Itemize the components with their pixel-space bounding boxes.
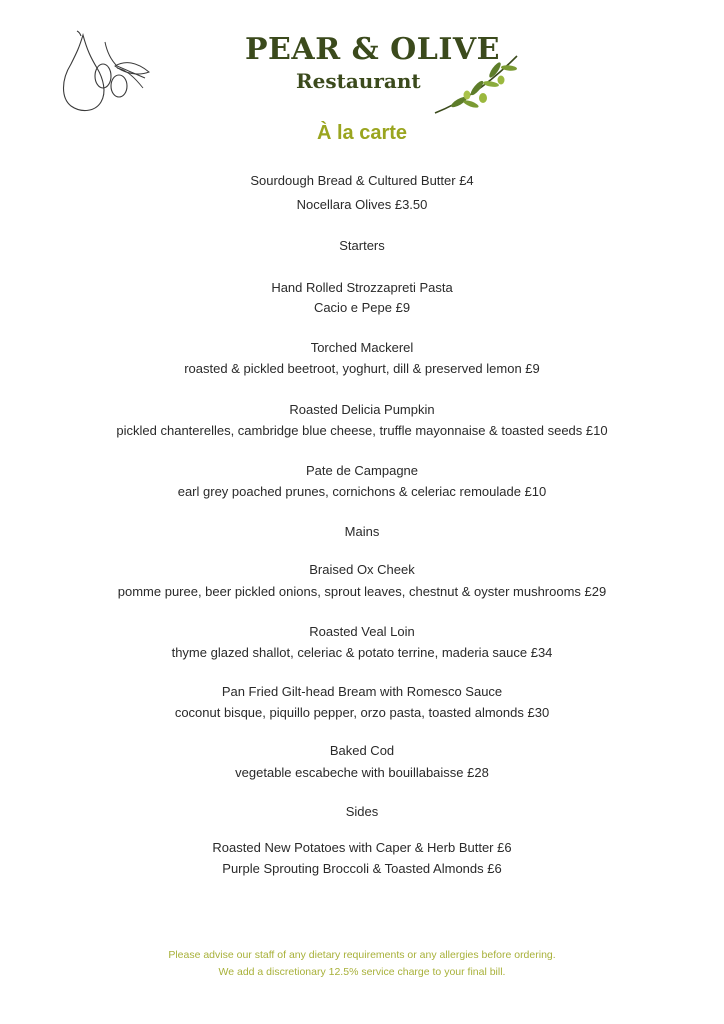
main-desc: vegetable escabeche with bouillabaisse £28 xyxy=(235,765,489,780)
main-desc: pomme puree, beer pickled onions, sprout leaves, chestnut & oyster mushrooms £29 xyxy=(117,584,607,599)
olives-item: Nocellara Olives £3.50 xyxy=(296,197,428,212)
bread-item: Sourdough Bread & Cultured Butter £4 xyxy=(250,173,474,188)
main-name: Baked Cod xyxy=(329,743,395,758)
starter-name: Torched Mackerel xyxy=(310,340,414,355)
starter-desc: pickled chanterelles, cambridge blue cheese, truffle mayonnaise & toasted seeds £10 xyxy=(116,423,608,438)
side-item: Purple Sprouting Broccoli & Toasted Almonds £6 xyxy=(222,861,502,876)
main-name: Braised Ox Cheek xyxy=(309,562,415,577)
side-item: Roasted New Potatoes with Caper & Herb Butter £6 xyxy=(212,840,512,855)
menu-title: À la carte xyxy=(316,122,408,144)
mains-heading: Mains xyxy=(344,524,380,539)
starters-heading: Starters xyxy=(339,238,385,253)
starter-desc: Cacio e Pepe £9 xyxy=(313,300,411,315)
main-desc: coconut bisque, piquillo pepper, orzo pasta, toasted almonds £30 xyxy=(174,705,550,720)
olive-sprig-icon xyxy=(425,48,525,118)
starter-desc: roasted & pickled beetroot, yoghurt, dill & preserved lemon £9 xyxy=(184,361,540,376)
brand-name: PEAR & OLIVE xyxy=(245,32,501,67)
pear-olive-illustration-icon xyxy=(55,30,155,115)
starter-desc: earl grey poached prunes, cornichons & celeriac remoulade £10 xyxy=(177,484,547,499)
starter-name: Roasted Delicia Pumpkin xyxy=(289,402,435,417)
service-charge-notice: We add a discretionary 12.5% service charge to your final bill. xyxy=(218,966,506,978)
main-name: Pan Fried Gilt-head Bream with Romesco Sauce xyxy=(221,684,503,699)
main-desc: thyme glazed shallot, celeriac & potato terrine, maderia sauce £34 xyxy=(171,645,553,660)
brand-subtitle: Restaurant xyxy=(296,69,421,93)
starter-name: Pate de Campagne xyxy=(305,463,419,478)
sides-heading: Sides xyxy=(345,804,379,819)
starter-name: Hand Rolled Strozzapreti Pasta xyxy=(271,280,453,295)
allergy-notice: Please advise our staff of any dietary requirements or any allergies before ordering. xyxy=(168,949,556,961)
brand-logo xyxy=(200,30,530,120)
main-name: Roasted Veal Loin xyxy=(309,624,415,639)
